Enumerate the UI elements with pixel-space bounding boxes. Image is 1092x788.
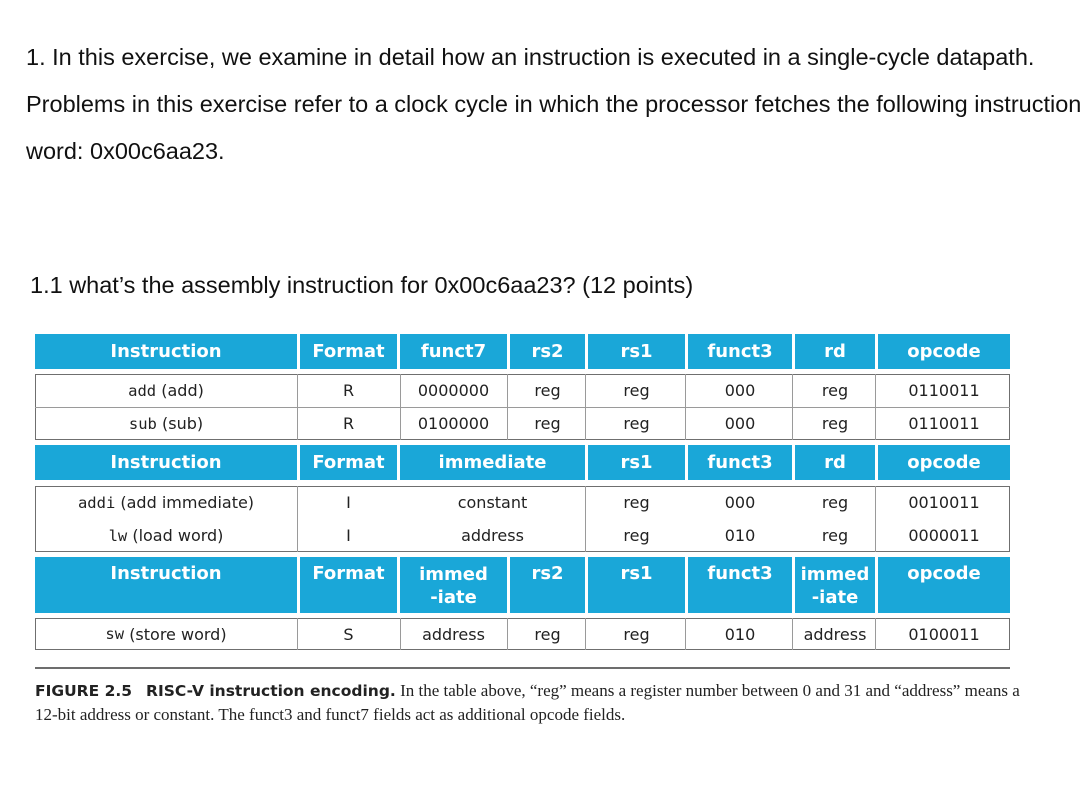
format-cell: S (343, 624, 354, 644)
rs2-cell: reg (534, 624, 561, 644)
funct3-cell: 000 (724, 493, 756, 512)
col-divider (685, 374, 686, 440)
header-r-rd: rd (795, 334, 875, 369)
instruction-desc: (load word) (132, 526, 224, 545)
rs1-cell: reg (623, 493, 650, 512)
funct3-cell: 010 (724, 526, 756, 545)
header-s-opcode: opcode (878, 557, 1010, 613)
instruction-desc: (store word) (129, 624, 227, 644)
instruction-desc: (sub) (161, 414, 204, 433)
header-i-immediate: immediate (400, 445, 585, 480)
header-s-immediate-lo: immed -iate (795, 557, 875, 613)
header-s-funct3: funct3 (688, 557, 792, 613)
format-cell: R (342, 414, 355, 433)
funct7-cell: 0100000 (417, 414, 490, 433)
funct3-cell: 000 (724, 414, 756, 433)
funct3-cell: 000 (724, 381, 756, 400)
header-s-format: Format (300, 557, 397, 613)
col-divider (792, 618, 793, 650)
header-r-rs1: rs1 (588, 334, 685, 369)
header-s-rs2: rs2 (510, 557, 585, 613)
col-divider (685, 618, 686, 650)
rs1-cell: reg (623, 526, 650, 545)
col-divider (297, 374, 298, 440)
col-divider (297, 486, 298, 552)
figure-label: FIGURE 2.5 (35, 682, 133, 700)
header-s-immediate-hi: immed -iate (400, 557, 507, 613)
col-divider (585, 486, 586, 552)
immediate-cell: constant (457, 493, 528, 512)
instruction-mnemonic: sub (128, 414, 157, 433)
col-divider (507, 374, 508, 440)
instruction-mnemonic: sw (105, 625, 125, 643)
rs1-cell: reg (623, 624, 650, 644)
header-i-rd: rd (795, 445, 875, 480)
opcode-cell: 0110011 (908, 414, 980, 433)
format-cell: R (342, 381, 355, 400)
col-divider (792, 374, 793, 440)
format-cell: I (346, 526, 351, 545)
funct7-cell: 0000000 (417, 381, 490, 400)
instruction-mnemonic: add (128, 381, 157, 400)
rs2-cell: reg (534, 414, 561, 433)
col-divider (585, 374, 586, 440)
immediate-hi-cell: address (422, 624, 485, 644)
header-i-opcode: opcode (878, 445, 1010, 480)
header-i-instruction: Instruction (35, 445, 297, 480)
rs1-cell: reg (623, 381, 650, 400)
col-divider (875, 486, 876, 552)
caption-rule (35, 667, 1010, 669)
instruction-desc: (add immediate) (120, 493, 255, 512)
instruction-name (35, 618, 297, 650)
header-s-instruction: Instruction (35, 557, 297, 613)
opcode-cell: 0000011 (908, 526, 980, 545)
col-divider (875, 374, 876, 440)
rd-cell: reg (821, 414, 849, 433)
question-subpart: 1.1 what’s the assembly instruction for 0x00c6aa23? (12 points) (30, 272, 694, 298)
header-i-format: Format (300, 445, 397, 480)
instruction-mnemonic: lw (108, 526, 128, 545)
header-i-rs1: rs1 (588, 445, 685, 480)
figure-text: In the table above, “reg” means a register number between 0 and 31 and “address” means a 12-bit address or constant. The funct3 and funct7 fields act as additional opcode fields. (35, 681, 1020, 724)
header-r-format: Format (300, 334, 397, 369)
rd-cell: reg (821, 526, 849, 545)
figure-caption (35, 679, 1020, 726)
header-r-instruction: Instruction (35, 334, 297, 369)
funct3-cell: 010 (724, 624, 756, 644)
rd-cell: reg (821, 493, 849, 512)
header-r-opcode: opcode (878, 334, 1010, 369)
col-divider (875, 618, 876, 650)
instruction-name (35, 407, 297, 440)
header-r-funct3: funct3 (688, 334, 792, 369)
col-divider (297, 618, 298, 650)
rd-cell: reg (821, 381, 849, 400)
opcode-cell: 0010011 (908, 493, 980, 512)
instruction-name (35, 374, 297, 407)
rs1-cell: reg (623, 414, 650, 433)
header-r-rs2: rs2 (510, 334, 585, 369)
opcode-cell: 0110011 (908, 381, 980, 400)
instruction-name (35, 486, 297, 519)
instruction-desc: (add) (161, 381, 204, 400)
instruction-name (35, 519, 297, 552)
immediate-cell: address (461, 526, 524, 545)
question-intro: 1. In this exercise, we examine in detail how an instruction is executed in a single-cycle datapath. Problems in this exercise refer to a clock cycle in which the processor fetches the following instruction word: 0x00c6aa23. (26, 44, 1082, 164)
header-s-rs1: rs1 (588, 557, 685, 613)
instruction-mnemonic: addi (77, 493, 116, 512)
encoding-table (35, 334, 1010, 650)
immediate-lo-cell: address (803, 624, 867, 644)
opcode-cell: 0100011 (908, 624, 980, 644)
header-i-funct3: funct3 (688, 445, 792, 480)
rs2-cell: reg (534, 381, 561, 400)
col-divider (585, 618, 586, 650)
figure-title: RISC-V instruction encoding. (146, 682, 396, 700)
col-divider (507, 618, 508, 650)
format-cell: I (346, 493, 351, 512)
header-r-funct7: funct7 (400, 334, 507, 369)
